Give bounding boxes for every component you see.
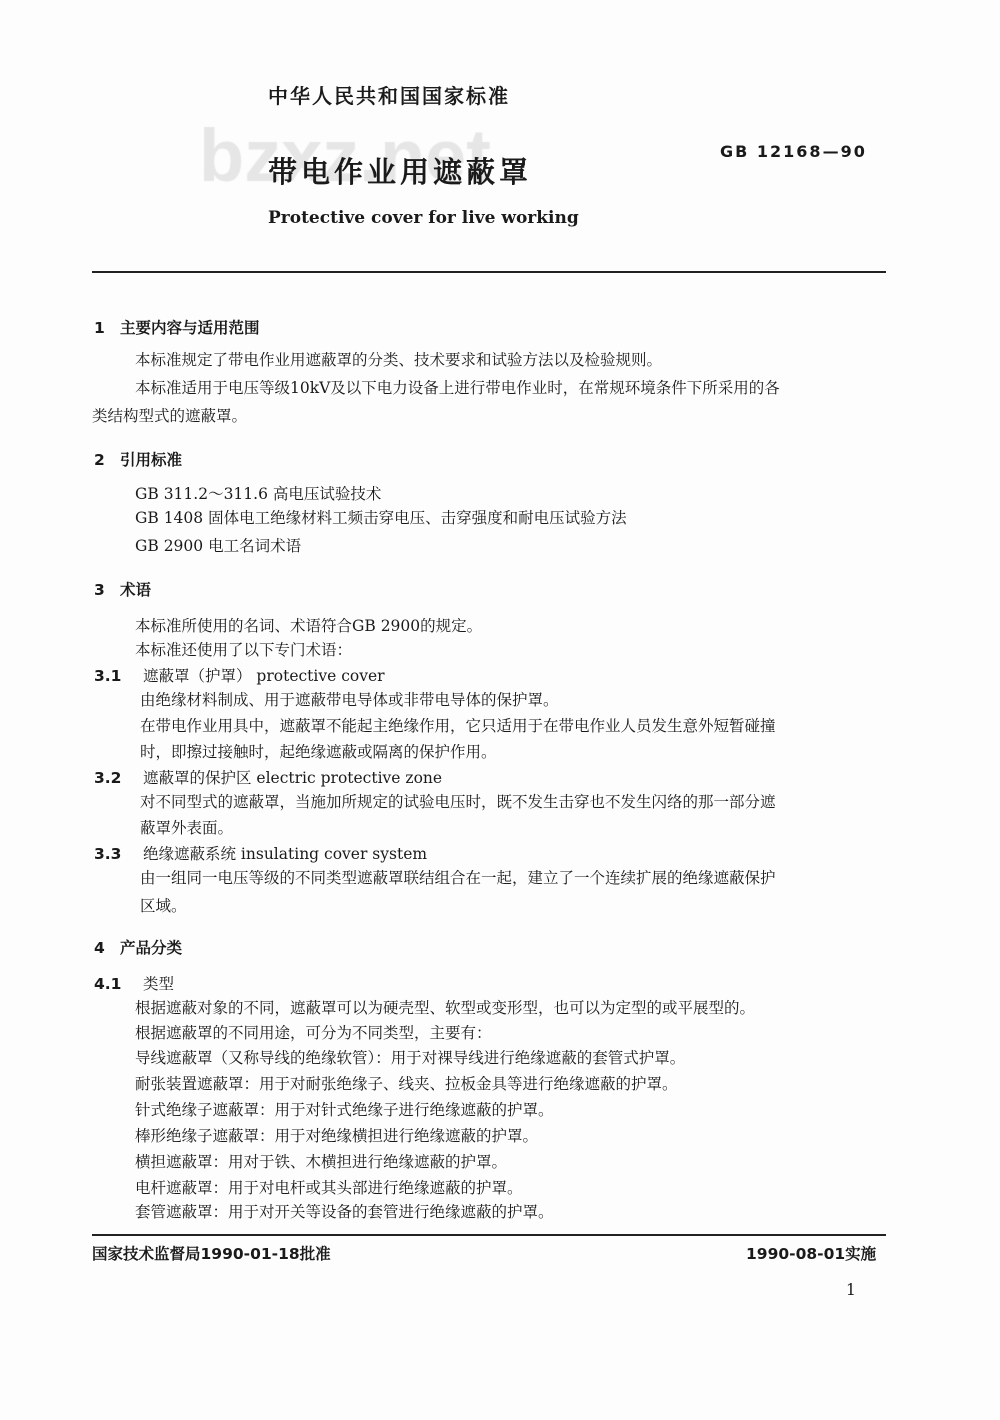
list-item: 电杆遮蔽罩：用于对电杆或其头部进行绝缘遮蔽的护罩。 bbox=[135, 1179, 523, 1197]
reference-item: GB 311.2～311.6 高电压试验技术 bbox=[135, 485, 382, 503]
term-title: 绝缘遮蔽系统 insulating cover system bbox=[143, 845, 428, 863]
reference-item: GB 2900 电工名词术语 bbox=[135, 537, 302, 555]
section-title: 引用标准 bbox=[120, 451, 183, 469]
term-number: 4.1 bbox=[94, 975, 122, 993]
term-title: 遮蔽罩（护罩） protective cover bbox=[143, 667, 385, 685]
section-number: 1 bbox=[94, 319, 105, 337]
list-item: 针式绝缘子遮蔽罩：用于对针式绝缘子进行绝缘遮蔽的护罩。 bbox=[135, 1101, 554, 1119]
issuing-org: 中华人民共和国国家标准 bbox=[268, 84, 510, 108]
title-en: Protective cover for live working bbox=[268, 208, 579, 228]
list-item: 棒形绝缘子遮蔽罩：用于对绝缘横担进行绝缘遮蔽的护罩。 bbox=[135, 1127, 539, 1145]
list-item: 横担遮蔽罩：用对于铁、木横担进行绝缘遮蔽的护罩。 bbox=[135, 1153, 508, 1171]
paragraph: 本标准适用于电压等级10kV及以下电力设备上进行带电作业时，在常规环境条件下所采用的各 bbox=[135, 379, 780, 397]
paragraph: 区域。 bbox=[140, 897, 187, 915]
effective-date: 1990-08-01实施 bbox=[746, 1245, 877, 1263]
section-number: 2 bbox=[94, 451, 105, 469]
paragraph: 在带电作业用具中，遮蔽罩不能起主绝缘作用，它只适用于在带电作业人员发生意外短暂碰撞 bbox=[140, 717, 776, 735]
paragraph: 本标准还使用了以下专门术语： bbox=[135, 641, 353, 659]
paragraph: 根据遮蔽对象的不同，遮蔽罩可以为硬壳型、软型或变形型，也可以为定型的或平展型的。 bbox=[135, 999, 756, 1017]
term-title: 类型 bbox=[143, 975, 175, 993]
approval-date: 国家技术监督局1990-01-18批准 bbox=[92, 1245, 331, 1263]
standard-code: GB 12168—90 bbox=[720, 142, 867, 161]
paragraph: 本标准所使用的名词、术语符合GB 2900的规定。 bbox=[135, 617, 483, 635]
header-rule bbox=[92, 271, 886, 273]
title-cn: 带电作业用遮蔽罩 bbox=[268, 155, 533, 189]
list-item: 套管遮蔽罩：用于对开关等设备的套管进行绝缘遮蔽的护罩。 bbox=[135, 1203, 554, 1221]
term-title: 遮蔽罩的保护区 electric protective zone bbox=[143, 769, 443, 787]
paragraph: 类结构型式的遮蔽罩。 bbox=[92, 407, 248, 425]
list-item: 导线遮蔽罩（又称导线的绝缘软管）：用于对裸导线进行绝缘遮蔽的套管式护罩。 bbox=[135, 1049, 686, 1067]
section-title: 主要内容与适用范围 bbox=[120, 319, 260, 337]
paragraph: 根据遮蔽罩的不同用途，可分为不同类型，主要有： bbox=[135, 1024, 492, 1042]
paragraph: 由一组同一电压等级的不同类型遮蔽罩联结组合在一起，建立了一个连续扩展的绝缘遮蔽保护 bbox=[140, 869, 776, 887]
term-number: 3.3 bbox=[94, 845, 122, 863]
section-number: 3 bbox=[94, 581, 105, 599]
paragraph: 由绝缘材料制成、用于遮蔽带电导体或非带电导体的保护罩。 bbox=[140, 691, 559, 709]
section-title: 术语 bbox=[120, 581, 152, 599]
list-item: 耐张装置遮蔽罩：用于对耐张绝缘子、线夹、拉板金具等进行绝缘遮蔽的护罩。 bbox=[135, 1075, 678, 1093]
paragraph: 蔽罩外表面。 bbox=[140, 819, 234, 837]
footer-rule bbox=[92, 1234, 886, 1236]
term-number: 3.1 bbox=[94, 667, 122, 685]
term-number: 3.2 bbox=[94, 769, 122, 787]
paragraph: 对不同型式的遮蔽罩，当施加所规定的试验电压时，既不发生击穿也不发生闪络的那一部分遮 bbox=[140, 793, 776, 811]
page-number: 1 bbox=[846, 1281, 856, 1299]
paragraph: 本标准规定了带电作业用遮蔽罩的分类、技术要求和试验方法以及检验规则。 bbox=[135, 351, 663, 369]
section-number: 4 bbox=[94, 939, 105, 957]
section-title: 产品分类 bbox=[120, 939, 183, 957]
paragraph: 时，即擦过接触时，起绝缘遮蔽或隔离的保护作用。 bbox=[140, 743, 497, 761]
reference-item: GB 1408 固体电工绝缘材料工频击穿电压、击穿强度和耐电压试验方法 bbox=[135, 509, 627, 527]
